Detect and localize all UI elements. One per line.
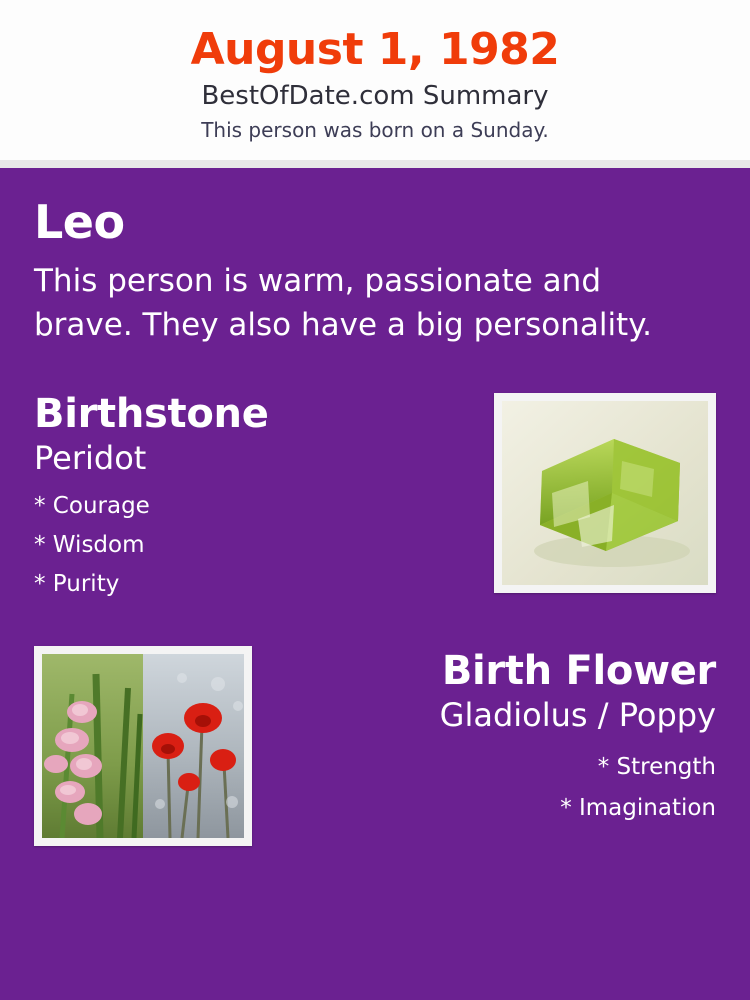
header <box>0 0 750 160</box>
birthflower-text <box>270 646 716 828</box>
site-name: BestOfDate.com Summary <box>201 80 549 111</box>
list-item: * Wisdom <box>34 532 145 559</box>
birthstone-text <box>34 390 494 604</box>
zodiac-name: Leo <box>34 195 125 250</box>
gladiolus-poppy-photo <box>42 654 244 838</box>
list-item: * Courage <box>34 493 150 520</box>
header-divider <box>0 160 750 168</box>
birthstone-image-frame <box>494 393 716 593</box>
main-panel <box>0 168 750 1000</box>
birthflower-name: Gladiolus / Poppy <box>439 696 716 735</box>
page-title: August 1, 1982 <box>190 24 560 75</box>
birthflower-section <box>34 646 716 846</box>
birthstone-name: Peridot <box>34 438 147 477</box>
list-item: * Strength <box>597 753 716 780</box>
list-item: * Purity <box>34 571 120 598</box>
birthflower-title: Birth Flower <box>441 648 716 695</box>
birth-day-note: This person was born on a Sunday. <box>201 118 549 143</box>
birthstone-title: Birthstone <box>34 390 269 437</box>
birthstone-section <box>34 390 716 604</box>
birthstone-traits <box>34 487 480 604</box>
peridot-gemstone-photo <box>502 401 708 585</box>
list-item: * Imagination <box>560 794 716 821</box>
birthflower-image-frame <box>34 646 252 846</box>
birthflower-traits <box>270 747 716 829</box>
zodiac-description: This person is warm, passionate and brave. They also have a big personality. <box>34 262 652 343</box>
